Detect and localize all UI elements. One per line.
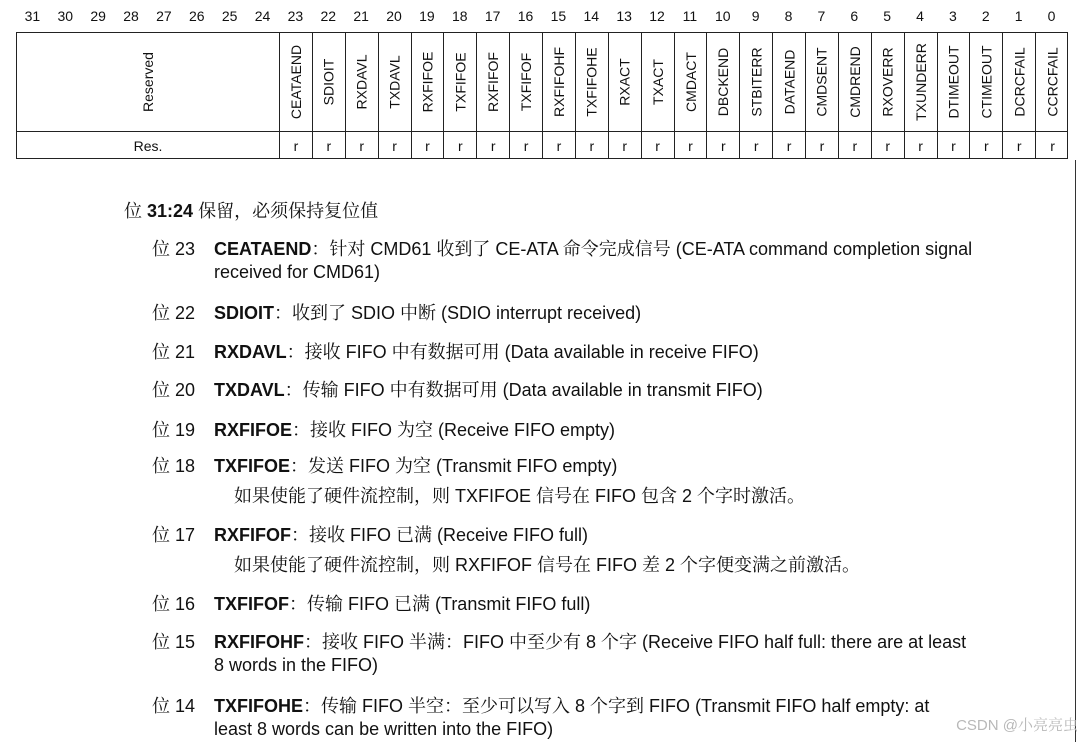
field-name: RXDAVL	[353, 54, 370, 110]
field-name: TXUNDERR	[912, 43, 929, 121]
field-reserved	[17, 33, 280, 131]
bit-number-row	[16, 0, 1069, 32]
desc-bit-18-note: 如果使能了硬件流控制，则 TXFIFOE 信号在 FIFO 包含 2 个字时激活。	[234, 486, 806, 506]
field-txdavl	[379, 33, 412, 131]
field-ceataend	[280, 33, 313, 131]
bit-number: 4	[916, 8, 924, 24]
field-rxoverr	[872, 33, 905, 131]
register-diagram	[16, 0, 1069, 154]
bit-number: 31	[24, 8, 41, 24]
field-access: r	[642, 132, 675, 159]
field-name: TXFIFOF	[518, 52, 535, 112]
bit-number: 6	[850, 8, 859, 24]
field-access: Res.	[17, 132, 280, 159]
bit-number: 2	[981, 8, 990, 24]
bit-number: 19	[419, 8, 435, 24]
bit-number: 27	[156, 8, 172, 24]
desc-bit-23: 位 23 CEATAEND：针对 CMD61 收到了 CE-ATA 命令完成信号 (CE-ATA command completion signal	[152, 239, 973, 259]
desc-bit-16: 位 16 TXFIFOF：传输 FIFO 已满 (Transmit FIFO full)	[152, 594, 591, 614]
bit-number: 11	[682, 8, 698, 24]
field-access: r	[970, 132, 1003, 159]
field-rxfifof	[477, 33, 510, 131]
desc-bit-18: 位 18 TXFIFOE：发送 FIFO 为空 (Transmit FIFO empty)	[152, 456, 618, 476]
bit-number: 15	[550, 8, 567, 24]
field-name: TXFIFOHE	[583, 47, 600, 117]
field-rxact	[609, 33, 642, 131]
field-name: RXFIFOHF	[550, 47, 567, 117]
field-access: r	[609, 132, 642, 159]
desc-bit-15-cont: 8 words in the FIFO)	[214, 655, 379, 675]
field-name: SDIOIT	[320, 58, 337, 106]
field-access: r	[444, 132, 477, 159]
bit-number: 23	[287, 8, 304, 24]
bit-number: 14	[583, 8, 600, 24]
field-txact	[642, 33, 675, 131]
desc-bit-19: 位 19 RXFIFOE：接收 FIFO 为空 (Receive FIFO empty)	[152, 420, 616, 440]
field-access: r	[1050, 137, 1055, 154]
field-dtimeout	[938, 33, 971, 131]
field-access: r	[806, 132, 839, 159]
field-rxdavl	[346, 33, 379, 131]
desc-bit-17: 位 17 RXFIFOF：接收 FIFO 已满 (Receive FIFO full)	[152, 525, 589, 545]
field-access: r	[510, 132, 543, 159]
bit-number: 28	[123, 8, 139, 24]
field-dcrcfail	[1003, 33, 1036, 131]
field-access: r	[872, 132, 905, 159]
bit-number: 17	[484, 8, 501, 24]
field-access: r	[280, 132, 313, 159]
field-stbiterr	[740, 33, 773, 131]
field-cmdrend	[839, 33, 872, 131]
bit-number: 25	[221, 8, 238, 24]
field-name: RXFIFOE	[419, 51, 436, 113]
field-access: r	[773, 132, 806, 159]
field-name: TXACT	[649, 59, 666, 105]
field-access: r	[543, 132, 576, 159]
bit-number: 29	[90, 8, 106, 24]
field-access: r	[740, 132, 773, 159]
field-name: CCRCFAIL	[1044, 47, 1061, 117]
desc-bit-20: 位 20 TXDAVL：传输 FIFO 中有数据可用 (Data available in transmit FIFO)	[152, 380, 763, 400]
field-name: CMDREND	[846, 46, 863, 118]
field-name: TXDAVL	[386, 55, 403, 109]
desc-bit-22: 位 22 SDIOIT：收到了 SDIO 中断 (SDIO interrupt received)	[152, 303, 642, 323]
field-access: r	[707, 132, 740, 159]
field-ccrcfail	[1036, 33, 1069, 131]
field-access: r	[576, 132, 609, 159]
bit-number: 12	[649, 8, 665, 24]
field-name: DATAEND	[781, 49, 798, 115]
field-dataend	[773, 33, 806, 131]
field-access: r	[905, 132, 938, 159]
bit-number: 8	[784, 8, 793, 24]
bit-number: 21	[353, 8, 369, 24]
field-access: r	[412, 132, 445, 159]
field-txfifof	[510, 33, 543, 131]
field-name: TXFIFOE	[452, 52, 469, 112]
bit-number: 16	[517, 8, 534, 24]
bit-number: 5	[883, 8, 892, 24]
desc-bit-31-24: 位 31:24 保留，必须保持复位值	[124, 201, 379, 221]
field-access: r	[1003, 132, 1036, 159]
field-name: CTIMEOUT	[978, 45, 995, 119]
field-access: r	[346, 132, 379, 159]
field-txfifoe	[444, 33, 477, 131]
field-name: RXACT	[616, 58, 633, 106]
field-sdioit	[313, 33, 346, 131]
field-name: DBCKEND	[715, 47, 732, 117]
desc-bit-15: 位 15 RXFIFOHF：接收 FIFO 半满：FIFO 中至少有 8 个字 (Receive FIFO half full: there are at least	[152, 632, 967, 652]
field-name: DCRCFAIL	[1011, 47, 1028, 117]
field-cmdsent	[806, 33, 839, 131]
field-access: r	[379, 132, 412, 159]
desc-bit-23-cont: received for CMD61)	[214, 262, 381, 282]
field-name: RXOVERR	[879, 47, 896, 117]
bit-number: 20	[386, 8, 402, 24]
field-access: r	[675, 132, 708, 159]
bit-number: 7	[817, 8, 826, 24]
bit-number: 13	[616, 8, 632, 24]
bit-number: 26	[189, 8, 205, 24]
bit-number: 0	[1047, 8, 1056, 24]
field-txunderr	[905, 33, 938, 131]
field-name: CMDSENT	[813, 47, 830, 117]
field-name: STBITERR	[748, 47, 765, 117]
field-name: RXFIFOF	[485, 52, 502, 112]
field-access: r	[313, 132, 346, 159]
bit-number: 10	[715, 8, 731, 24]
desc-bit-14-cont: least 8 words can be written into the FIFO)	[214, 719, 554, 739]
page-border-line	[1075, 160, 1076, 742]
bit-number: 3	[949, 8, 957, 24]
bit-number: 30	[57, 8, 74, 24]
field-access: r	[839, 132, 872, 159]
desc-bit-17-note: 如果使能了硬件流控制，则 RXFIFOF 信号在 FIFO 差 2 个字便变满之前激活。	[234, 555, 860, 575]
field-name: CEATAEND	[287, 44, 304, 120]
field-ctimeout	[970, 33, 1003, 131]
desc-bit-21: 位 21 RXDAVL：接收 FIFO 中有数据可用 (Data available in receive FIFO)	[152, 342, 759, 362]
bit-number: 1	[1014, 8, 1023, 24]
field-rxfifoe	[412, 33, 445, 131]
access-row	[17, 131, 1067, 159]
watermark: CSDN @小亮亮虫	[956, 717, 1078, 734]
bit-number: 24	[254, 8, 271, 24]
bit-number: 18	[452, 8, 468, 24]
register-field-table	[16, 32, 1068, 159]
desc-bit-14: 位 14 TXFIFOHE：传输 FIFO 半空：至少可以写入 8 个字到 FIFO (Transmit FIFO half empty: at	[152, 696, 930, 716]
field-dbckend	[707, 33, 740, 131]
field-name: Reserved	[139, 52, 156, 112]
bit-number: 9	[751, 8, 760, 24]
field-name: CMDACT	[682, 52, 699, 112]
bit-number: 22	[320, 8, 337, 24]
field-name: DTIMEOUT	[945, 45, 962, 119]
field-rxfifohf	[543, 33, 576, 131]
field-cmdact	[675, 33, 708, 131]
field-access: r	[938, 132, 971, 159]
field-txfifohe	[576, 33, 609, 131]
field-access: r	[477, 132, 510, 159]
